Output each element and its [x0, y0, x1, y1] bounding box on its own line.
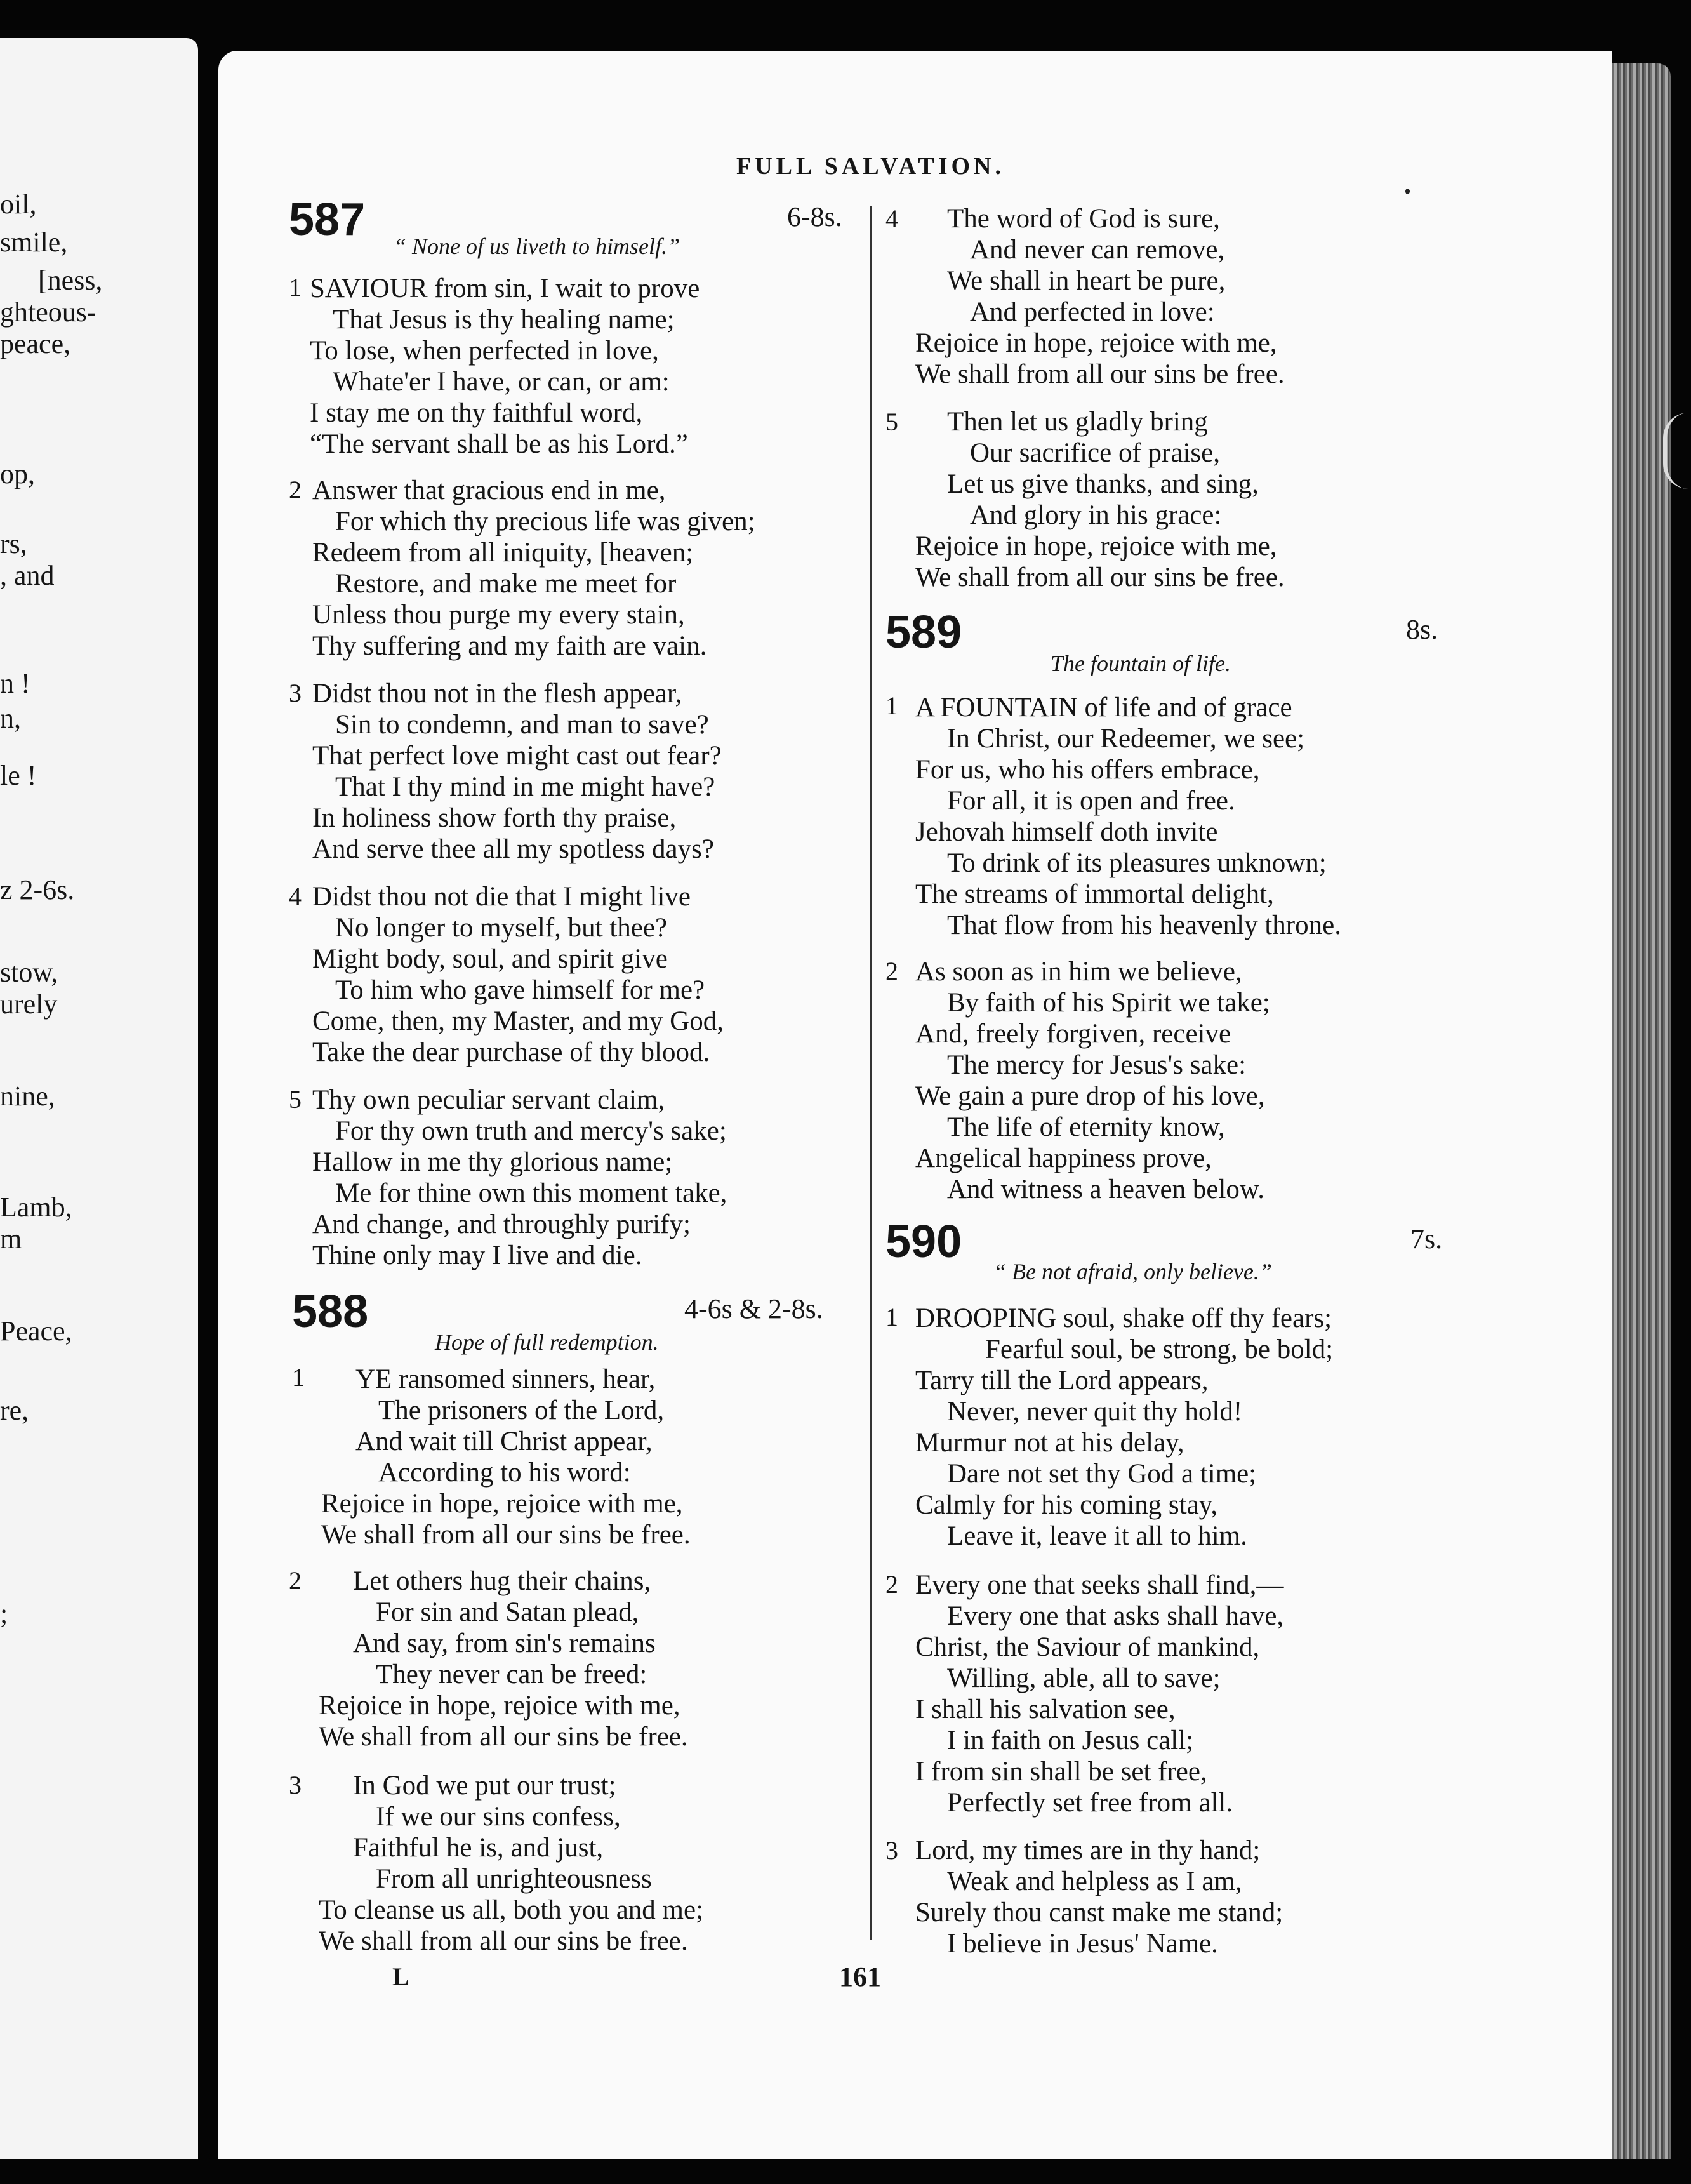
facing-page-fragment: stow, [0, 957, 58, 988]
verse-line: Our sacrifice of praise, [970, 438, 1220, 468]
facing-page-fragment: rs, [0, 528, 27, 559]
facing-page-fragment: Lamb, [0, 1192, 72, 1223]
verse-text [319, 1770, 704, 1957]
verse-line: The streams of immortal delight, [915, 879, 1274, 909]
verse-line: According to his word: [378, 1458, 631, 1488]
verse-line: Murmur not at his delay, [915, 1428, 1184, 1458]
verse-line: Rejoice in hope, rejoice with me, [915, 328, 1277, 358]
verse-line: For all, it is open and free. [947, 786, 1235, 816]
verse-text [915, 1569, 1283, 1818]
verse-line: And witness a heaven below. [947, 1175, 1264, 1204]
page-number: 161 [839, 1961, 881, 1992]
verse-number: 3 [885, 1836, 898, 1865]
verse-line: Calmly for his coming stay, [915, 1490, 1218, 1520]
verse-line: Tarry till the Lord appears, [915, 1366, 1209, 1395]
verse-line: We shall from all our sins be free. [321, 1520, 691, 1550]
verse-number: 3 [289, 1771, 302, 1799]
verse-line: And perfected in love: [970, 297, 1215, 327]
verse-number: 1 [885, 691, 898, 720]
verse-text [915, 1835, 1283, 1959]
facing-page-fragment: re, [0, 1395, 29, 1426]
verse-line: Let others hug their chains, [353, 1566, 651, 1596]
verse-line: Thine only may I live and die. [312, 1241, 642, 1270]
hymn-meter: 4-6s & 2-8s. [684, 1293, 823, 1324]
verse-line: Thy own peculiar servant claim, [312, 1085, 665, 1115]
verse-line: In Christ, our Redeemer, we see; [947, 724, 1305, 754]
verse-line: We shall from all our sins be free. [319, 1722, 688, 1752]
verse-line: The life of eternity know, [947, 1112, 1225, 1142]
verse-line: Angelical happiness prove, [915, 1143, 1212, 1173]
facing-page-fragment: urely [0, 989, 58, 1020]
verse-line: We shall from all our sins be free. [319, 1926, 688, 1956]
verse-line: Then let us gladly bring [947, 407, 1208, 437]
verse-line: And glory in his grace: [970, 500, 1222, 530]
verse-line: A FOUNTAIN of life and of grace [915, 693, 1292, 722]
verse-line: Didst thou not in the flesh appear, [312, 679, 682, 709]
verse-line: Faithful he is, and just, [353, 1833, 604, 1863]
verse-text [321, 1364, 691, 1550]
verse-line: That I thy mind in me might have? [335, 772, 715, 802]
verse-line: Never, never quit thy hold! [947, 1397, 1243, 1427]
verse-line: And, freely forgiven, receive [915, 1019, 1231, 1049]
verse-number: 5 [885, 408, 898, 436]
book-gutter [198, 38, 218, 2159]
verse-line: And never can remove, [970, 235, 1225, 265]
verse-text [915, 406, 1285, 593]
page-edges [1612, 63, 1671, 2159]
verse-line: Might body, soul, and spirit give [312, 944, 668, 974]
hymn-number: 588 [292, 1286, 369, 1337]
hymn-number: 587 [289, 194, 366, 245]
verse-line: That flow from his heavenly throne. [947, 910, 1341, 940]
verse-line: Whate'er I have, or can, or am: [333, 367, 670, 397]
facing-page-fragment: ghteous- [0, 296, 96, 328]
verse-number: 1 [292, 1363, 305, 1392]
verse-line: Jehovah himself doth invite [915, 817, 1218, 847]
verse-line: I believe in Jesus' Name. [947, 1929, 1218, 1959]
verse-line: If we our sins confess, [376, 1802, 621, 1832]
verse-line: To him who gave himself for me? [335, 975, 705, 1005]
verse-text [915, 1303, 1333, 1552]
column-divider [870, 206, 872, 1940]
verse-line: Fearful soul, be strong, be bold; [985, 1335, 1334, 1364]
verse-line: Hallow in me thy glorious name; [312, 1147, 673, 1177]
facing-page-fragment: ; [0, 1598, 8, 1629]
verse-line: “The servant shall be as his Lord.” [310, 429, 688, 459]
facing-page-fragment: peace, [0, 328, 71, 359]
verse-line: To lose, when perfected in love, [310, 336, 659, 366]
verse-line: To cleanse us all, both you and me; [319, 1895, 704, 1925]
verse-text [312, 881, 724, 1068]
verse-line: Leave it, leave it all to him. [947, 1521, 1247, 1551]
verse-line: Rejoice in hope, rejoice with me, [319, 1691, 680, 1721]
verse-line: Weak and helpless as I am, [947, 1867, 1242, 1896]
verse-text [310, 273, 700, 460]
facing-page-fragment: op, [0, 458, 35, 489]
verse-line: We shall in heart be pure, [947, 266, 1226, 296]
verse-line: Sin to condemn, and man to save? [335, 710, 709, 740]
verse-line: That Jesus is thy healing name; [333, 305, 675, 335]
verse-text [312, 475, 755, 662]
verse-line: To drink of its pleasures unknown; [947, 848, 1327, 878]
verse-line: We shall from all our sins be free. [915, 359, 1285, 389]
verse-number: 1 [289, 273, 302, 302]
facing-page-fragment: smile, [0, 227, 68, 258]
verse-line: Come, then, my Master, and my God, [312, 1006, 724, 1036]
verse-line: Rejoice in hope, rejoice with me, [915, 531, 1277, 561]
verse-line: As soon as in him we believe, [915, 957, 1242, 987]
verse-line: I stay me on thy faithful word, [310, 398, 643, 428]
verse-line: The mercy for Jesus's sake: [947, 1050, 1247, 1080]
verse-line: Lord, my times are in thy hand; [915, 1835, 1261, 1865]
hymn-meter: 7s. [1410, 1223, 1443, 1255]
verse-line: We shall from all our sins be free. [915, 563, 1285, 592]
verse-number: 2 [289, 476, 302, 504]
facing-page-fragment: n ! [0, 668, 30, 699]
verse-line: For which thy precious life was given; [335, 507, 755, 536]
print-speck [1405, 189, 1410, 194]
verse-line: For sin and Satan plead, [376, 1597, 639, 1627]
hymn-subtitle: The fountain of life. [1051, 651, 1231, 676]
verse-text [915, 203, 1285, 390]
verse-line: In holiness show forth thy praise, [312, 803, 677, 833]
verse-text [319, 1566, 688, 1752]
verse-line: Willing, able, all to save; [947, 1663, 1221, 1693]
hymn-number: 589 [885, 607, 962, 658]
verse-number: 3 [289, 679, 302, 707]
facing-page-fragment: n, [0, 703, 21, 734]
facing-page-fragment: z 2-6s. [0, 874, 75, 905]
verse-line: And serve thee all my spotless days? [312, 834, 714, 864]
facing-page-fragment: oil, [0, 189, 37, 220]
verse-line: For thy own truth and mercy's sake; [335, 1116, 727, 1146]
verse-line: Answer that gracious end in me, [312, 476, 666, 505]
hymn-subtitle: Hope of full redemption. [435, 1329, 659, 1355]
verse-line: Me for thine own this moment take, [335, 1178, 727, 1208]
verse-line: And wait till Christ appear, [355, 1427, 653, 1456]
verse-line: Perfectly set free from all. [947, 1788, 1233, 1818]
verse-line: I shall his salvation see, [915, 1695, 1176, 1724]
verse-line: Rejoice in hope, rejoice with me, [321, 1489, 683, 1519]
hymn-meter: 8s. [1406, 614, 1438, 645]
verse-text [312, 1084, 727, 1271]
verse-line: Restore, and make me meet for [335, 569, 677, 599]
verse-line: I from sin shall be set free, [915, 1757, 1207, 1787]
verse-line: The word of God is sure, [947, 204, 1220, 234]
verse-text [915, 692, 1341, 941]
verse-line: The prisoners of the Lord, [378, 1395, 665, 1425]
signature-mark: L [392, 1962, 409, 1991]
verse-line: YE ransomed sinners, hear, [355, 1364, 656, 1394]
verse-text [915, 956, 1270, 1205]
verse-line: In God we put our trust; [353, 1771, 616, 1801]
verse-line: Every one that seeks shall find,— [915, 1570, 1284, 1600]
facing-page-fragment: Peace, [0, 1315, 72, 1347]
verse-line: Thy suffering and my faith are vain. [312, 631, 707, 661]
verse-line: Dare not set thy God a time; [947, 1459, 1257, 1489]
verse-line: That perfect love might cast out fear? [312, 741, 722, 771]
verse-number: 4 [885, 204, 898, 233]
running-header: FULL SALVATION. [736, 153, 1005, 180]
edge-mark [1663, 413, 1691, 489]
verse-number: 5 [289, 1085, 302, 1114]
verse-line: Let us give thanks, and sing, [947, 469, 1259, 499]
facing-page [0, 38, 198, 2159]
facing-page-fragment: , and [0, 560, 55, 591]
verse-line: For us, who his offers embrace, [915, 755, 1260, 785]
verse-line: And say, from sin's remains [353, 1628, 656, 1658]
verse-line: Didst thou not die that I might live [312, 882, 691, 912]
verse-line: And change, and throughly purify; [312, 1209, 691, 1239]
verse-line: Unless thou purge my every stain, [312, 600, 685, 630]
verse-line: Take the dear purchase of thy blood. [312, 1037, 710, 1067]
verse-number: 2 [885, 1570, 898, 1599]
verse-line: No longer to myself, but thee? [335, 913, 668, 943]
verse-line: From all unrighteousness [376, 1864, 652, 1894]
verse-line: Every one that asks shall have, [947, 1601, 1284, 1631]
hymn-subtitle: “ None of us liveth to himself.” [394, 234, 680, 259]
hymn-meter: 6-8s. [787, 201, 842, 232]
verse-number: 1 [885, 1303, 898, 1331]
verse-line: Christ, the Saviour of mankind, [915, 1632, 1260, 1662]
facing-page-fragment: nine, [0, 1081, 55, 1112]
hymn-subtitle: “ Be not afraid, only believe.” [993, 1259, 1272, 1284]
verse-line: I in faith on Jesus call; [947, 1726, 1194, 1755]
verse-line: They never can be freed: [376, 1660, 647, 1689]
verse-number: 2 [289, 1566, 302, 1595]
verse-line: Redeem from all iniquity, [heaven; [312, 538, 694, 568]
verse-line: We gain a pure drop of his love, [915, 1081, 1265, 1111]
verse-text [312, 678, 722, 865]
verse-line: Surely thou canst make me stand; [915, 1898, 1283, 1928]
verse-number: 2 [885, 957, 898, 985]
verse-line: SAVIOUR from sin, I wait to prove [310, 274, 700, 303]
facing-page-fragment: m [0, 1223, 22, 1255]
hymn-number: 590 [885, 1216, 962, 1267]
verse-line: DROOPING soul, shake off thy fears; [915, 1303, 1332, 1333]
verse-number: 4 [289, 882, 302, 910]
verse-line: By faith of his Spirit we take; [947, 988, 1270, 1018]
facing-page-fragment: [ness, [38, 265, 103, 296]
facing-page-fragment: le ! [0, 760, 37, 791]
